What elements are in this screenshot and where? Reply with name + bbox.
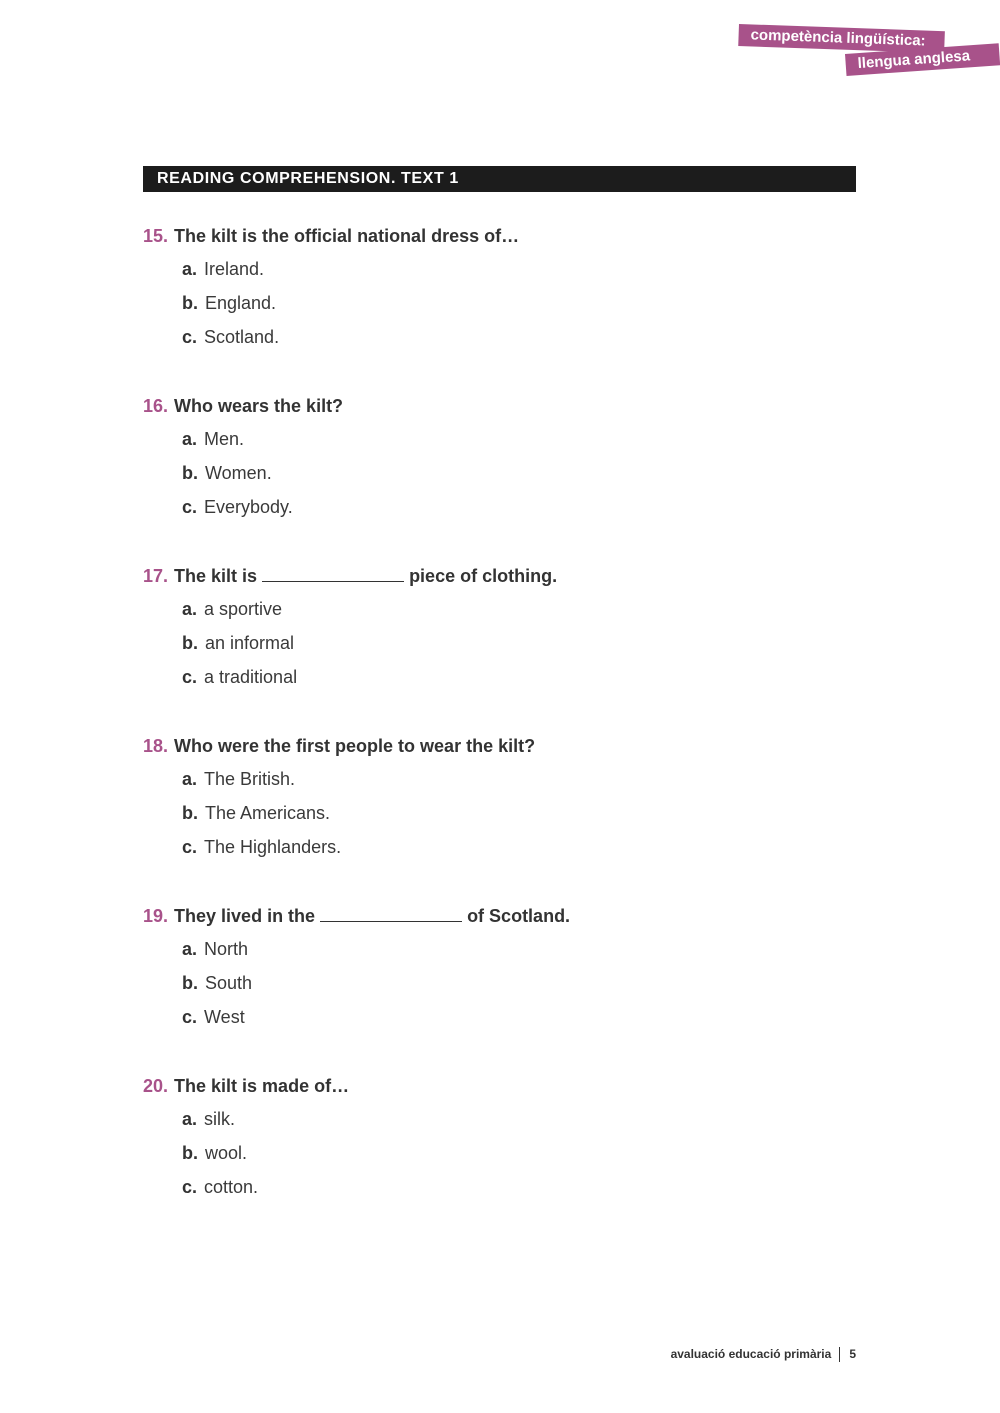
option-b[interactable] bbox=[182, 626, 856, 660]
question-title bbox=[143, 564, 856, 588]
option-text: a traditional bbox=[204, 667, 298, 687]
option-c[interactable] bbox=[182, 490, 856, 524]
option-letter: b. bbox=[182, 973, 198, 993]
option-a[interactable] bbox=[182, 592, 856, 626]
option-letter: b. bbox=[182, 1143, 198, 1163]
option-text: wool. bbox=[205, 1143, 248, 1163]
option-text: silk. bbox=[204, 1109, 236, 1129]
answer-options bbox=[143, 762, 856, 864]
option-a[interactable] bbox=[182, 762, 856, 796]
option-c[interactable] bbox=[182, 1170, 856, 1204]
page-number: 5 bbox=[849, 1347, 856, 1361]
option-letter: b. bbox=[182, 803, 198, 823]
option-a[interactable] bbox=[182, 252, 856, 286]
option-b[interactable] bbox=[182, 1136, 856, 1170]
answer-options bbox=[143, 932, 856, 1034]
option-text: West bbox=[204, 1007, 245, 1027]
option-c[interactable] bbox=[182, 1000, 856, 1034]
option-text: Scotland. bbox=[204, 327, 280, 347]
answer-options bbox=[143, 592, 856, 694]
option-letter: a. bbox=[182, 429, 198, 449]
question-text-before: They lived in the bbox=[174, 906, 316, 926]
option-letter: a. bbox=[182, 1109, 198, 1129]
subject-tag-line2: llengua anglesa bbox=[845, 43, 1000, 76]
option-b[interactable] bbox=[182, 966, 856, 1000]
question-18 bbox=[143, 734, 856, 864]
option-c[interactable] bbox=[182, 830, 856, 864]
option-b[interactable] bbox=[182, 286, 856, 320]
option-letter: a. bbox=[182, 259, 198, 279]
option-b[interactable] bbox=[182, 796, 856, 830]
question-text: The kilt is the official national dress of… bbox=[174, 226, 520, 246]
question-number: 17. bbox=[143, 566, 169, 586]
option-text: South bbox=[205, 973, 253, 993]
subject-tag-line1: competència lingüística: bbox=[738, 24, 945, 53]
option-letter: c. bbox=[182, 667, 198, 687]
option-c[interactable] bbox=[182, 320, 856, 354]
question-number: 20. bbox=[143, 1076, 169, 1096]
option-text: The Highlanders. bbox=[204, 837, 342, 857]
question-title bbox=[143, 904, 856, 928]
question-19 bbox=[143, 904, 856, 1034]
footer-divider bbox=[839, 1347, 840, 1362]
question-15 bbox=[143, 224, 856, 354]
answer-options bbox=[143, 422, 856, 524]
question-text-before: The kilt is bbox=[174, 566, 258, 586]
section-title: READING COMPREHENSION. TEXT 1 bbox=[143, 166, 856, 192]
answer-blank[interactable] bbox=[320, 904, 462, 922]
question-text: The kilt is made of… bbox=[174, 1076, 350, 1096]
option-text: a sportive bbox=[204, 599, 283, 619]
answer-options bbox=[143, 1102, 856, 1204]
option-letter: a. bbox=[182, 769, 198, 789]
page-footer bbox=[600, 1347, 856, 1362]
question-text: Who wears the kilt? bbox=[174, 396, 344, 416]
option-text: cotton. bbox=[204, 1177, 259, 1197]
option-letter: c. bbox=[182, 327, 198, 347]
question-title bbox=[143, 734, 856, 758]
question-number: 16. bbox=[143, 396, 169, 416]
option-letter: c. bbox=[182, 837, 198, 857]
option-text: The British. bbox=[204, 769, 296, 789]
question-text: Who were the first people to wear the kilt? bbox=[174, 736, 536, 756]
option-c[interactable] bbox=[182, 660, 856, 694]
option-text: The Americans. bbox=[205, 803, 331, 823]
option-b[interactable] bbox=[182, 456, 856, 490]
option-text: Women. bbox=[205, 463, 272, 483]
question-title bbox=[143, 394, 856, 418]
question-20 bbox=[143, 1074, 856, 1204]
option-letter: a. bbox=[182, 599, 198, 619]
question-text-after: piece of clothing. bbox=[409, 566, 558, 586]
question-17 bbox=[143, 564, 856, 694]
question-text-after: of Scotland. bbox=[467, 906, 571, 926]
option-text: Ireland. bbox=[204, 259, 265, 279]
option-a[interactable] bbox=[182, 932, 856, 966]
option-letter: b. bbox=[182, 633, 198, 653]
answer-options bbox=[143, 252, 856, 354]
option-text: Everybody. bbox=[204, 497, 293, 517]
question-number: 15. bbox=[143, 226, 169, 246]
option-letter: c. bbox=[182, 1007, 198, 1027]
option-text: Men. bbox=[204, 429, 245, 449]
question-16 bbox=[143, 394, 856, 524]
option-a[interactable] bbox=[182, 1102, 856, 1136]
question-number: 18. bbox=[143, 736, 169, 756]
option-letter: c. bbox=[182, 1177, 198, 1197]
footer-text: avaluació educació primària bbox=[670, 1347, 832, 1361]
option-letter: a. bbox=[182, 939, 198, 959]
question-number: 19. bbox=[143, 906, 169, 926]
option-a[interactable] bbox=[182, 422, 856, 456]
option-letter: b. bbox=[182, 293, 198, 313]
option-letter: b. bbox=[182, 463, 198, 483]
option-text: England. bbox=[205, 293, 277, 313]
question-title bbox=[143, 224, 856, 248]
option-text: North bbox=[204, 939, 249, 959]
option-letter: c. bbox=[182, 497, 198, 517]
question-title bbox=[143, 1074, 856, 1098]
option-text: an informal bbox=[205, 633, 295, 653]
answer-blank[interactable] bbox=[262, 564, 404, 582]
